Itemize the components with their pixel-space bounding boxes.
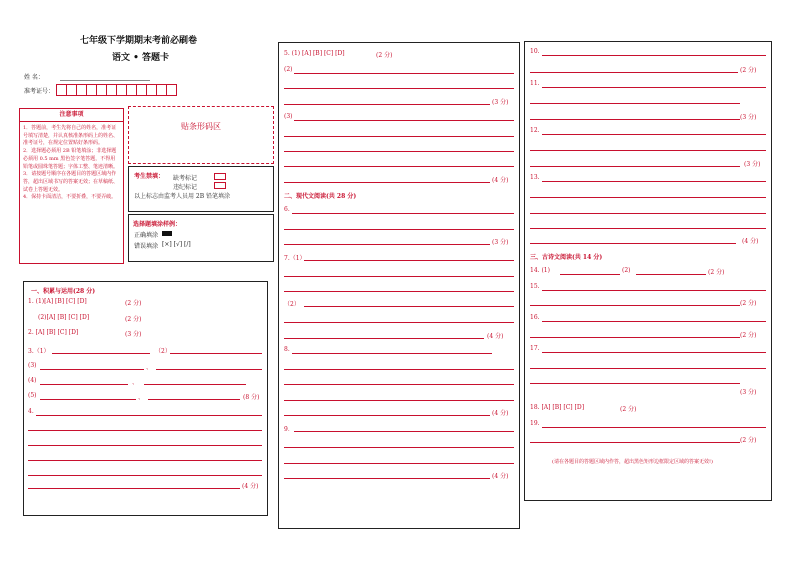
q7-1-answer-line[interactable] (284, 276, 514, 277)
correct-label: 正确填涂 (134, 232, 159, 239)
section2-title: 二、现代文阅读(共 28 分) (284, 193, 357, 200)
q16-answer-line[interactable] (530, 337, 740, 338)
q7-1-answer-line[interactable] (284, 291, 514, 292)
q8-label: 8. (284, 346, 290, 353)
q12-answer-line[interactable] (542, 134, 766, 135)
q4-answer-line[interactable] (28, 460, 262, 461)
q3-5-answer-line[interactable] (40, 399, 136, 400)
q8-score: (4 分) (492, 410, 509, 417)
q9-answer-line[interactable] (284, 463, 514, 464)
q3-5b-answer-line[interactable] (148, 399, 240, 400)
id-label: 准考证号： (24, 88, 55, 95)
q3-3b-answer-line[interactable] (156, 369, 262, 370)
q11-answer-line[interactable] (530, 119, 740, 120)
q3-2-answer-line[interactable] (170, 353, 262, 354)
q4-answer-line[interactable] (28, 488, 240, 489)
q18-options[interactable]: 18. [A] [B] [C] [D] (530, 404, 585, 411)
q3-3-sep: 、 (146, 364, 153, 371)
note-item: 3．请按题号顺序在各题目的答题区域内作答，超出区域书写的答案无效；在草稿纸、试卷上答题无效。 (23, 171, 119, 193)
q5-3-label: (3) (284, 113, 293, 120)
q8-answer-line[interactable] (284, 384, 514, 385)
q5-3-answer-line[interactable] (284, 136, 514, 137)
q1-2-options[interactable]: (2)[A] [B] [C] [D] (38, 314, 90, 321)
q3-4b-answer-line[interactable] (144, 384, 246, 385)
q5-3-score: (4 分) (492, 177, 509, 184)
q5-2-answer-line[interactable] (284, 88, 514, 89)
q16-label: 16. (530, 314, 540, 321)
q13-score: (4 分) (742, 238, 759, 245)
q10-score: (2 分) (740, 67, 757, 74)
id-cells[interactable] (56, 84, 176, 96)
q11-score: (3 分) (740, 114, 757, 121)
q14-1-answer-line[interactable] (560, 274, 620, 275)
q14-2-answer-line[interactable] (636, 274, 706, 275)
q19-score: (2 分) (740, 437, 757, 444)
violation-mark-box[interactable] (214, 182, 226, 189)
q12-label: 12. (530, 127, 540, 134)
column2-box (278, 42, 520, 529)
q9-answer-line[interactable] (284, 447, 514, 448)
q4-answer-line[interactable] (28, 430, 262, 431)
q3-4-label: (4) (28, 377, 37, 384)
q10-label: 10. (530, 48, 540, 55)
q2-score: (3 分) (125, 331, 142, 338)
q1-1-score: (2 分) (125, 300, 142, 307)
q17-answer-line[interactable] (530, 383, 740, 384)
q3-3-answer-line[interactable] (40, 369, 144, 370)
q14-score: (2 分) (708, 269, 725, 276)
note-item: 2．选择题必须用 2B 铅笔填涂；非选择题必须用 0.5 mm 黑色签字笔答题，不得用铅笔或圆珠笔答题；字体工整、笔迹清晰。 (23, 148, 119, 170)
wrong-label: 错误填涂 (134, 243, 159, 250)
q17-score: (3 分) (740, 389, 757, 396)
column3-box (524, 41, 772, 501)
q12-answer-line[interactable] (530, 166, 740, 167)
q5-3-answer-line[interactable] (284, 151, 514, 152)
q3-1-label: 3.（1） (28, 348, 50, 355)
q8-answer-line[interactable] (284, 369, 514, 370)
q11-label: 11. (530, 80, 540, 87)
name-field[interactable] (60, 80, 150, 81)
q15-answer-line[interactable] (542, 290, 766, 291)
q5-2-answer-line[interactable] (284, 104, 490, 105)
q4-answer-line[interactable] (28, 445, 262, 446)
absent-mark-box[interactable] (214, 173, 226, 180)
q7-2-answer-line[interactable] (284, 338, 484, 339)
q15-label: 15. (530, 283, 540, 290)
notes-title: 注意事项 (20, 109, 123, 122)
q5-3-answer-line[interactable] (284, 166, 514, 167)
q17-answer-line[interactable] (530, 368, 766, 369)
q16-score: (2 分) (740, 332, 757, 339)
forbidden-box (128, 166, 274, 212)
q14-1-label: 14. (1) (530, 267, 550, 274)
q10-answer-line[interactable] (530, 72, 738, 73)
q11-answer-line[interactable] (542, 87, 766, 88)
q5-3-answer-line[interactable] (284, 182, 490, 183)
q13-answer-line[interactable] (530, 243, 736, 244)
violation-label: 违纪标记 (173, 184, 198, 191)
q4-answer-line[interactable] (36, 415, 262, 416)
absent-label: 缺考标记 (173, 175, 198, 182)
q9-label: 9． (284, 426, 294, 433)
q3-3-label: (3) (28, 362, 37, 369)
q6-label: 6. (284, 206, 290, 213)
exam-title: 七年级下学期期末考前必刷卷 (80, 36, 198, 46)
q3-score: (8 分) (243, 394, 260, 401)
q19-label: 19. (530, 420, 540, 427)
q4-score: (4 分) (242, 483, 259, 490)
q13-answer-line[interactable] (530, 197, 766, 198)
filled-mark-icon (162, 231, 172, 236)
note-item: 4．保持卡面清洁，不要折叠，不要弄破。 (23, 194, 117, 201)
q3-1-answer-line[interactable] (52, 353, 150, 354)
q7-2-answer-line[interactable] (284, 322, 514, 323)
q14-2-label: (2) (622, 267, 631, 274)
q5-1-options[interactable]: 5. (1) [A] [B] [C] [D] (284, 50, 345, 57)
q1-2-score: (2 分) (125, 316, 142, 323)
note-item: 1．答题前，考生先将自己的姓名，准考证号填写清楚，并认真核准条形码上的姓名、准考证号，在规定位置贴好条形码。 (23, 125, 119, 147)
q13-answer-line[interactable] (530, 213, 766, 214)
name-label: 姓 名： (24, 74, 44, 81)
sample-box (128, 214, 274, 262)
q4-answer-line[interactable] (28, 475, 262, 476)
q19-answer-line[interactable] (542, 427, 766, 428)
section3-title: 三、古诗文阅读(共 14 分) (530, 254, 603, 261)
q6-score: (3 分) (492, 239, 509, 246)
q7-2-answer-line[interactable] (304, 306, 514, 307)
q6-answer-line[interactable] (284, 229, 514, 230)
q5-1-score: (2 分) (376, 52, 393, 59)
q3-4-sep: 、 (132, 379, 139, 386)
q6-answer-line[interactable] (284, 244, 490, 245)
q9-score: (4 分) (492, 473, 509, 480)
footer-note: (请在各题目的答题区域内作答，超出黑色矩形边框限定区域的答案无效!) (552, 459, 713, 465)
q10-answer-line[interactable] (542, 55, 766, 56)
q15-answer-line[interactable] (530, 305, 740, 306)
sample-title: 选择题填涂样例： (133, 221, 182, 228)
q7-1-answer-line[interactable] (304, 260, 514, 261)
q3-2-label: （2） (155, 348, 171, 355)
q9-answer-line[interactable] (284, 478, 490, 479)
q3-4-answer-line[interactable] (40, 384, 128, 385)
q13-answer-line[interactable] (530, 228, 766, 229)
q3-5-sep: 、 (138, 394, 145, 401)
q13-answer-line[interactable] (542, 181, 766, 182)
q2-options[interactable]: 2. [A] [B] [C] [D] (28, 329, 79, 336)
q17-answer-line[interactable] (542, 352, 766, 353)
q15-score: (2 分) (740, 300, 757, 307)
q12-score: (3 分) (744, 161, 761, 168)
q4-label: 4. (28, 408, 34, 415)
forbidden-title: 考生禁填： (134, 173, 165, 180)
q5-3-answer-line[interactable] (294, 120, 514, 121)
q17-label: 17. (530, 345, 540, 352)
q9-answer-line[interactable] (294, 431, 514, 432)
notes-box (19, 108, 124, 264)
q6-answer-line[interactable] (292, 213, 514, 214)
forbidden-instruction: 以上标志由监考人员用 2B 铅笔填涂 (134, 193, 231, 200)
q7-1-label: 7.（1） (284, 255, 306, 262)
q5-2-label: (2) (284, 66, 293, 73)
q13-label: 13. (530, 174, 540, 181)
q12-answer-line[interactable] (530, 150, 766, 151)
wrong-marks: [×] [√] [/] (162, 241, 191, 248)
q8-answer-line[interactable] (284, 415, 490, 416)
q18-score: (2 分) (620, 406, 637, 413)
q16-answer-line[interactable] (542, 321, 766, 322)
q7-2-label: （2） (284, 301, 300, 308)
section1-title: 一、积累与运用(28 分) (31, 288, 96, 295)
q8-answer-line[interactable] (284, 400, 514, 401)
q5-2-answer-line[interactable] (294, 73, 514, 74)
q1-1-options[interactable]: 1. (1)[A] [B] [C] [D] (28, 298, 87, 305)
q19-answer-line[interactable] (530, 442, 740, 443)
barcode-area (128, 106, 274, 164)
q7-score: (4 分) (487, 333, 504, 340)
barcode-label: 贴条形码区 (181, 122, 221, 131)
q11-answer-line[interactable] (530, 103, 740, 104)
q5-2-score: (3 分) (492, 99, 509, 106)
card-subtitle: 语文 • 答题卡 (112, 53, 170, 63)
q8-answer-line[interactable] (292, 353, 492, 354)
q3-5-label: (5) (28, 392, 37, 399)
